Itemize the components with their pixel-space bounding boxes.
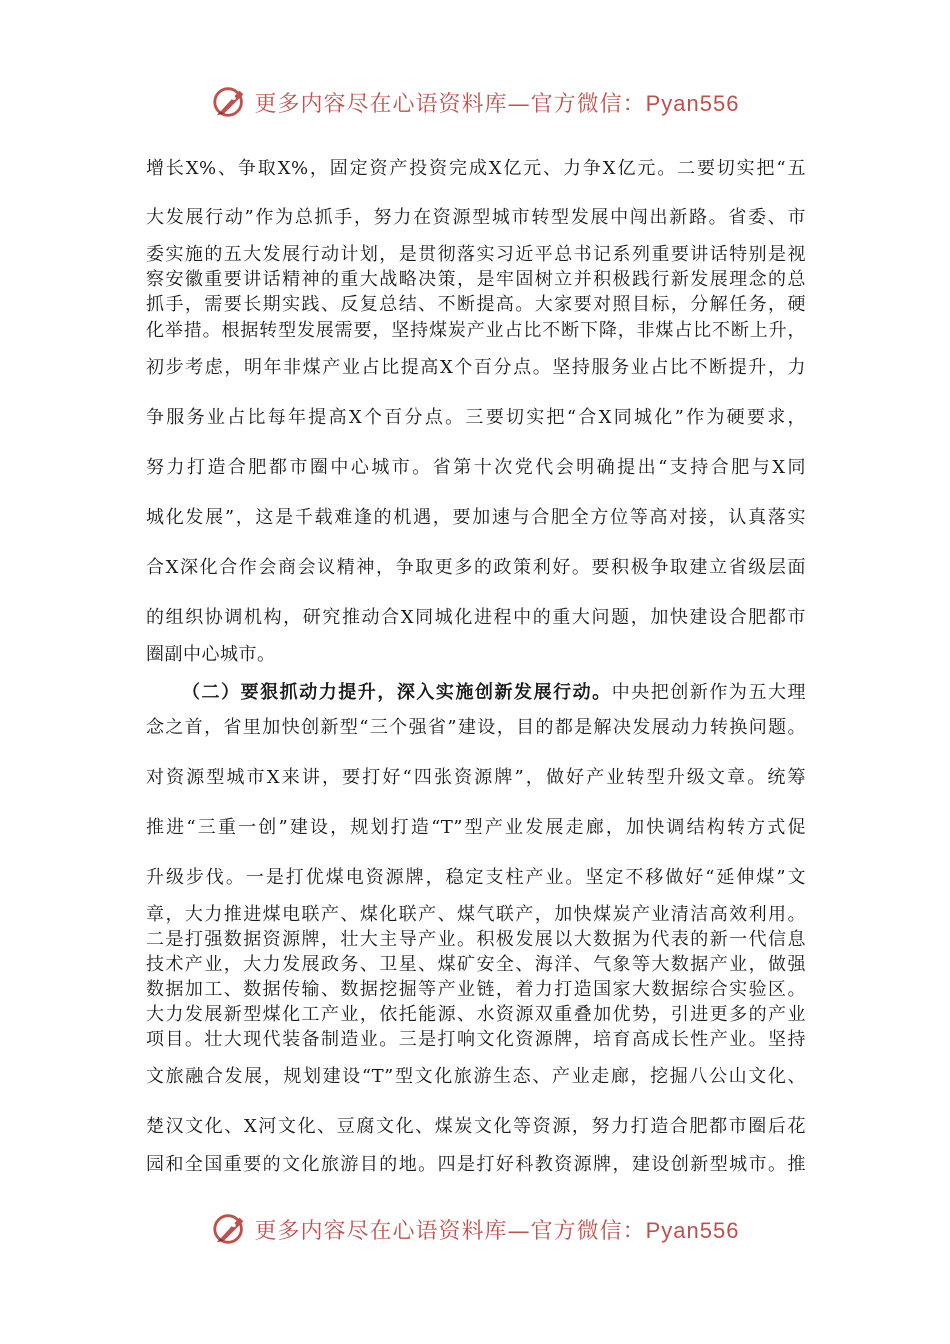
body-text-line: 化举措。根据转型发展需要，坚持煤炭产业占比不断下降，非煤占比不断上升，	[146, 320, 806, 341]
body-text-line: 委实施的五大发展行动计划，是贯彻落实习近平总书记系列重要讲话特别是视	[146, 244, 806, 265]
body-text-line: 初步考虑，明年非煤产业占比提高X个百分点。坚持服务业占比不断提升，力	[146, 357, 806, 378]
body-text-line: 大发展行动”作为总抓手，努力在资源型城市转型发展中闯出新路。省委、市	[146, 207, 806, 228]
body-text-line: 数据加工、数据传输、数据挖掘等产业链，着力打造国家大数据综合实验区。	[146, 979, 806, 1000]
footer-banner-text: 更多内容尽在心语资料库—官方微信：Pyan556	[254, 1217, 740, 1244]
body-text-line: 圈副中心城市。	[146, 644, 276, 665]
body-text-line: 园和全国重要的文化旅游目的地。四是打好科教资源牌，建设创新型城市。推	[146, 1154, 806, 1175]
pen-nib-logo-icon	[211, 1210, 249, 1248]
body-text-line: 争服务业占比每年提高X个百分点。三要切实把“合X同城化”作为硬要求，	[146, 407, 806, 428]
body-text-line: 增长X%、争取X%，固定资产投资完成X亿元、力争X亿元。二要切实把“五	[146, 158, 806, 179]
body-text-line: 合X深化合作会商会议精神，争取更多的政策利好。要积极争取建立省级层面	[146, 557, 806, 578]
header-banner-text: 更多内容尽在心语资料库—官方微信：Pyan556	[254, 90, 740, 117]
body-text-line: 的组织协调机构，研究推动合X同城化进程中的重大问题，加快建设合肥都市	[146, 607, 806, 628]
header-banner	[0, 82, 950, 122]
body-text-line: 文旅融合发展，规划建设“T”型文化旅游生态、产业走廊，挖掘八公山文化、	[146, 1066, 806, 1087]
body-text-line: 抓手，需要长期实践、反复总结、不断提高。大家要对照目标，分解任务，硬	[146, 294, 806, 315]
body-text-line: 楚汉文化、X河文化、豆腐文化、煤炭文化等资源，努力打造合肥都市圈后花	[146, 1116, 806, 1137]
body-text-line: 念之首，省里加快创新型“三个强省”建设，目的都是解决发展动力转换问题。	[146, 717, 806, 738]
body-text-line: 努力打造合肥都市圈中心城市。省第十次党代会明确提出“支持合肥与X同	[146, 457, 806, 478]
body-text-line: 项目。壮大现代装备制造业。三是打响文化资源牌，培育高成长性产业。坚持	[146, 1029, 806, 1050]
body-text-line: 推进“三重一创”建设，规划打造“T”型产业发展走廊，加快调结构转方式促	[146, 817, 806, 838]
body-text-line: 城化发展”，这是千载难逢的机遇，要加速与合肥全方位等高对接，认真落实	[146, 507, 806, 528]
body-text-line: 技术产业，大力发展政务、卫星、煤矿安全、海洋、气象等大数据产业，做强	[146, 954, 806, 975]
body-text-line: 章，大力推进煤电联产、煤化联产、煤气联产，加快煤炭产业清洁高效利用。	[146, 904, 806, 925]
body-text-line: 升级步伐。一是打优煤电资源牌，稳定支柱产业。坚定不移做好“延伸煤”文	[146, 867, 806, 888]
section-heading: （二）要狠抓动力提升，深入实施创新发展行动。	[182, 682, 612, 703]
footer-banner	[0, 1209, 950, 1249]
body-text-line: 察安徽重要讲话精神的重大战略决策，是牢固树立并积极践行新发展理念的总	[146, 269, 806, 290]
section-heading-line: （二）要狠抓动力提升，深入实施创新发展行动。中央把创新作为五大理	[182, 682, 807, 703]
pen-nib-logo-icon	[211, 83, 249, 121]
body-text-line: 二是打强数据资源牌，壮大主导产业。积极发展以大数据为代表的新一代信息	[146, 929, 806, 950]
body-text-line: 大力发展新型煤化工产业，依托能源、水资源双重叠加优势，引进更多的产业	[146, 1004, 806, 1025]
body-text-line: 对资源型城市X来讲，要打好“四张资源牌”，做好产业转型升级文章。统筹	[146, 767, 806, 788]
